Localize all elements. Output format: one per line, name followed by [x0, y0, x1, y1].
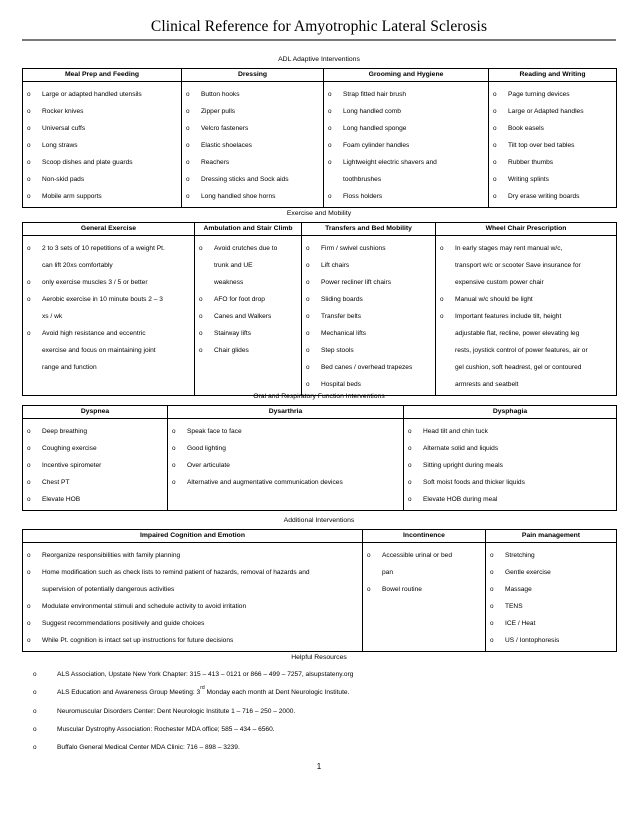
list-item-continuation: pan — [382, 569, 394, 576]
list-item: o Canes and Walkers — [195, 308, 301, 325]
list-item: o Chair glides — [195, 342, 301, 359]
list-item: o Transfer belts — [302, 308, 435, 325]
list-item-continuation: weakness — [214, 279, 244, 286]
list-item: o Mobile arm supports — [23, 188, 181, 205]
list-item: o Lightweight electric shavers and — [324, 154, 488, 171]
mobility-header-transfers: Transfers and Bed Mobility — [302, 223, 436, 236]
list-item: o Long handled comb — [324, 103, 488, 120]
list-item: o Book easels — [489, 120, 616, 137]
list-item: o only exercise muscles 3 / 5 or better — [23, 274, 194, 291]
list-item: o Universal cuffs — [23, 120, 181, 137]
additional-section-title: Additional Interventions — [283, 517, 355, 524]
list-item: o Massage — [486, 581, 616, 598]
mobility-header-general-exercise: General Exercise — [23, 223, 195, 236]
additional-header-cognition: Impaired Cognition and Emotion — [23, 530, 363, 543]
list-item: o Elastic shoelaces — [182, 137, 323, 154]
list-item: o Bowel routine — [363, 581, 485, 598]
list-item: o 2 to 3 sets of 10 repetitions of a weight Pt. — [23, 240, 194, 257]
list-item: o Good lighting — [168, 440, 403, 457]
list-item: o Manual w/c should be light — [436, 291, 616, 308]
list-item: o Velcro fasteners — [182, 120, 323, 137]
list-item: o ICE / Heat — [486, 615, 616, 632]
list-item: o TENS — [486, 598, 616, 615]
list-item-continuation: supervision of potentially dangerous activities — [42, 586, 175, 593]
list-item: o Long handled sponge — [324, 120, 488, 137]
list-item-continuation: armrests and seatbelt — [455, 381, 519, 388]
list-item: o Avoid crutches due to — [195, 240, 301, 257]
list-item: o Non-skid pads — [23, 171, 181, 188]
list-item: o Sitting upright during meals — [404, 457, 616, 474]
list-item: o Coughing exercise — [23, 440, 167, 457]
list-item-continuation: toothbrushes — [343, 176, 382, 183]
list-item: o Step stools — [302, 342, 435, 359]
list-item-continuation: gel cushion, soft headrest, gel or contoured — [455, 364, 582, 371]
list-item: o Soft moist foods and thicker liquids — [404, 474, 616, 491]
resources-section-title: Helpful Resources — [291, 654, 347, 661]
list-item-continuation: xs / wk — [42, 313, 63, 320]
title-divider — [22, 39, 616, 41]
list-item: o Large or Adapted handles — [489, 103, 616, 120]
list-item-continuation: exercise and focus on maintaining joint — [42, 347, 156, 354]
ambulation-cell — [195, 236, 302, 396]
list-item: o Speak face to face — [168, 423, 403, 440]
resource-item — [33, 684, 593, 702]
pain-management-cell — [486, 543, 617, 652]
additional-header-pain: Pain management — [486, 530, 617, 543]
list-item: o Firm / swivel cushions — [302, 240, 435, 257]
list-item: o Avoid high resistance and eccentric — [23, 325, 194, 342]
list-item: o Deep breathing — [23, 423, 167, 440]
adl-reading-cell — [489, 82, 617, 208]
wheelchair-cell — [436, 236, 617, 396]
list-item: o Hospital beds — [302, 376, 435, 393]
adl-header-meal-prep: Meal Prep and Feeding — [23, 69, 182, 82]
additional-header-incontinence: Incontinence — [363, 530, 486, 543]
ordinal-suffix: rd — [200, 685, 205, 692]
list-item-continuation: transport w/c or scooter Save insurance for — [455, 262, 581, 269]
adl-header-reading: Reading and Writing — [489, 69, 617, 82]
list-item: o Button hooks — [182, 86, 323, 103]
list-item: o Tilt top over bed tables — [489, 137, 616, 154]
list-item: o Reachers — [182, 154, 323, 171]
resource-text: Monday each month at Dent Neurologic Institute. — [204, 689, 350, 697]
adl-grooming-cell — [324, 82, 489, 208]
resources-list — [33, 666, 593, 757]
list-item-continuation: expensive custom power chair — [455, 279, 544, 286]
list-item: o Stretching — [486, 547, 616, 564]
list-item: o Dry erase writing boards — [489, 188, 616, 205]
list-item: o In early stages may rent manual w/c, — [436, 240, 616, 257]
list-item: o Dressing sticks and Sock aids — [182, 171, 323, 188]
adl-dressing-cell — [182, 82, 324, 208]
list-item: o US / Iontophoresis — [486, 632, 616, 649]
resource-item: o ALS Association, Upstate New York Chapter: 315 – 413 – 0121 or 866 – 499 – 7257, alsupstateny.org — [33, 666, 593, 684]
mobility-section-title: Exercise and Mobility — [286, 210, 352, 217]
list-item: o Scoop dishes and plate guards — [23, 154, 181, 171]
list-item: o Modulate environmental stimuli and schedule activity to avoid irritation — [23, 598, 362, 615]
oral-section-title: Oral and Respiratory Function Interventions — [253, 393, 385, 400]
list-item: o While Pt. cognition is intact set up instructions for future decisions — [23, 632, 362, 649]
list-item: o Sliding boards — [302, 291, 435, 308]
resource-text: ALS Education and Awareness Group Meeting: 3 — [57, 689, 201, 697]
list-item: o Reorganize responsibilities with family planning — [23, 547, 362, 564]
list-item: o Gentle exercise — [486, 564, 616, 581]
general-exercise-cell — [23, 236, 195, 396]
mobility-header-wheelchair: Wheel Chair Prescription — [436, 223, 617, 236]
list-item: o Large or adapted handled utensils — [23, 86, 181, 103]
list-item: o Elevate HOB — [23, 491, 167, 508]
list-item: o Head tilt and chin tuck — [404, 423, 616, 440]
list-item: o Zipper pulls — [182, 103, 323, 120]
dysarthria-cell — [168, 419, 404, 511]
list-item: o Mechanical lifts — [302, 325, 435, 342]
list-item: o Chest PT — [23, 474, 167, 491]
resource-item: o Muscular Dystrophy Association: Rochester MDA office; 585 – 434 – 6560. — [33, 721, 593, 739]
adl-table — [22, 68, 617, 208]
list-item: o Rocker knives — [23, 103, 181, 120]
list-item: o Power recliner lift chairs — [302, 274, 435, 291]
list-item: o Bed canes / overhead trapezes — [302, 359, 435, 376]
list-item-continuation: rests, joystick control of power features, air or — [455, 347, 588, 354]
oral-header-dysphagia: Dysphagia — [404, 406, 617, 419]
list-item: o Long handled shoe horns — [182, 188, 323, 205]
list-item: o Page turning devices — [489, 86, 616, 103]
list-item: o Accessible urinal or bed — [363, 547, 485, 564]
dysphagia-cell — [404, 419, 617, 511]
adl-header-grooming: Grooming and Hygiene — [324, 69, 489, 82]
list-item: o Suggest recommendations positively and guide choices — [23, 615, 362, 632]
mobility-table — [22, 222, 617, 396]
list-item: o Important features include tilt, height — [436, 308, 616, 325]
incontinence-cell — [363, 543, 486, 652]
list-item: o AFO for foot drop — [195, 291, 301, 308]
list-item-continuation: can lift 20xs comfortably — [42, 262, 113, 269]
list-item: o Home modification such as check lists to remind patient of hazards, removal of hazards and — [23, 564, 362, 581]
list-item: o Writing splints — [489, 171, 616, 188]
cognition-cell — [23, 543, 363, 652]
list-item: o Alternate solid and liquids — [404, 440, 616, 457]
list-item: o Aerobic exercise in 10 minute bouts 2 – 3 — [23, 291, 194, 308]
list-item-continuation: adjustable flat, recline, power elevating leg — [455, 330, 580, 337]
list-item: o Lift chairs — [302, 257, 435, 274]
list-item-continuation: range and function — [42, 364, 97, 371]
list-item: o Stairway lifts — [195, 325, 301, 342]
list-item: o Over articulate — [168, 457, 403, 474]
adl-header-dressing: Dressing — [182, 69, 324, 82]
resource-item: o Buffalo General Medical Center MDA Clinic: 716 – 898 – 3239. — [33, 739, 593, 757]
list-item: o Elevate HOB during meal — [404, 491, 616, 508]
page-number: 1 — [316, 762, 322, 771]
page-title: Clinical Reference for Amyotrophic Lateral Sclerosis — [150, 18, 488, 35]
resource-item: o Neuromuscular Disorders Center: Dent Neurologic Institute 1 – 716 – 250 – 2000. — [33, 703, 593, 721]
list-item: o Foam cylinder handles — [324, 137, 488, 154]
mobility-header-ambulation: Ambulation and Stair Climb — [195, 223, 302, 236]
additional-table — [22, 529, 617, 652]
adl-meal-prep-cell — [23, 82, 182, 208]
list-item: o Incentive spirometer — [23, 457, 167, 474]
list-item: o Long straws — [23, 137, 181, 154]
list-item-continuation: trunk and UE — [214, 262, 253, 269]
list-item: o Alternative and augmentative communication devices — [168, 474, 403, 491]
transfers-cell — [302, 236, 436, 396]
oral-header-dysarthria: Dysarthria — [168, 406, 404, 419]
list-item: o Floss holders — [324, 188, 488, 205]
oral-table — [22, 405, 617, 511]
adl-section-title: ADL Adaptive Interventions — [278, 56, 360, 63]
oral-header-dyspnea: Dyspnea — [23, 406, 168, 419]
dyspnea-cell — [23, 419, 168, 511]
list-item: o Rubber thumbs — [489, 154, 616, 171]
list-item: o Strap fitted hair brush — [324, 86, 488, 103]
